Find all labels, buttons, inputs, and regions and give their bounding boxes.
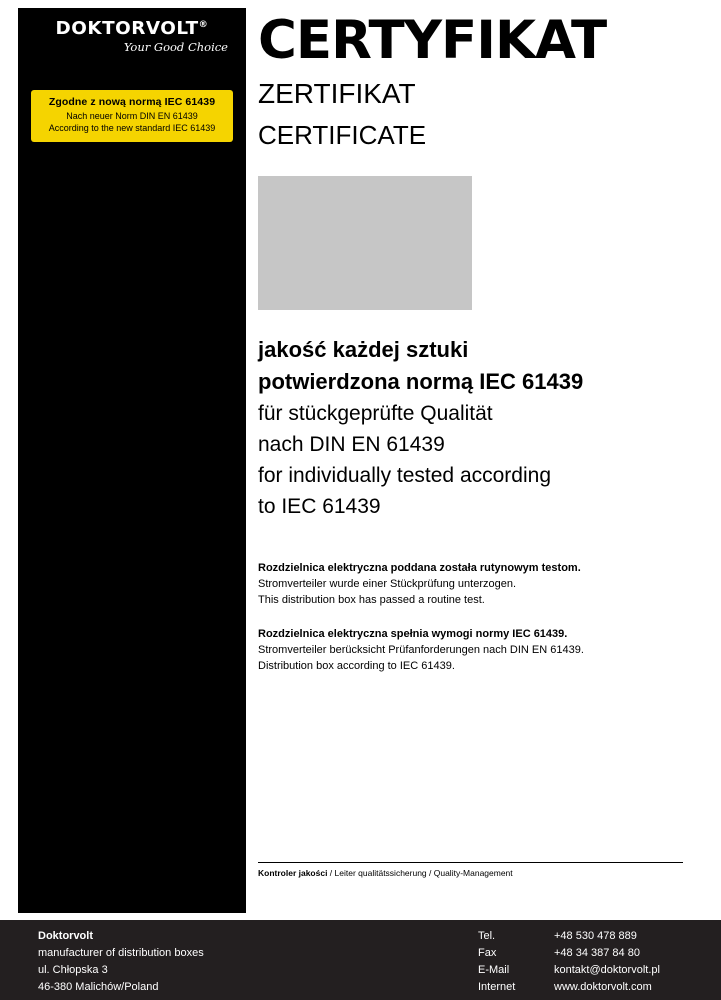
footer-contact-row [478,928,660,945]
footer-street: ul. Chłopska 3 [38,964,108,976]
signature-rule [258,862,683,863]
left-black-panel [18,8,246,913]
footer-contact-value-email[interactable]: kontakt@doktorvolt.pl [554,964,660,976]
note-block [258,626,683,674]
footer-contact-value: +48 34 387 84 80 [554,947,640,959]
footer-contact-value-website[interactable]: www.doktorvolt.com [554,981,652,993]
logo-wordmark [56,18,209,39]
registered-trademark-icon: ® [198,20,209,30]
footer-contacts [478,928,660,996]
footer-address [38,928,204,996]
brand-logo [18,8,246,54]
logo-text: DOKTORVOLT [55,18,199,39]
footer-contact-label: E-Mail [478,964,510,976]
footer-company-name: Doktorvolt [38,930,93,942]
note-block [258,560,683,608]
page-title-german: ZERTIFIKAT [258,78,416,109]
note-english: Distribution box according to IEC 61439. [258,660,455,672]
claim-line-3: für stückgeprüfte Qualität [258,402,493,425]
note-polish: Rozdzielnica elektryczna spełnia wymogi normy IEC 61439. [258,628,568,640]
note-german: Stromverteiler wurde einer Stückprüfung unterzogen. [258,578,517,590]
page-title-english: CERTIFICATE [258,120,427,150]
claim-line-5: for individually tested according [258,464,551,487]
badge-line-english: According to the new standard IEC 61439 [48,123,216,133]
page-title: CERTYFIKAT [258,10,607,71]
claim-line-4: nach DIN EN 61439 [258,433,445,456]
quality-claim [258,334,683,522]
claim-line-6: to IEC 61439 [258,495,381,518]
signature-area [258,862,683,879]
notes-section [258,560,683,674]
note-english: This distribution box has passed a routine test. [258,594,485,606]
note-polish: Rozdzielnica elektryczna poddana została rutynowym testom. [258,562,581,574]
footer-contact-row [478,979,660,996]
footer-contact-row [478,962,660,979]
standard-compliance-badge [31,90,233,142]
footer-contact-label: Fax [478,947,497,959]
logo-tagline: Your Good Choice [123,40,228,54]
footer-contact-value: +48 530 478 889 [554,930,637,942]
signature-caption [258,867,683,879]
footer-contact-label: Tel. [478,930,496,942]
note-german: Stromverteiler berücksicht Prüfanforderungen nach DIN EN 61439. [258,644,584,656]
badge-line-polish: Zgodne z nową normą IEC 61439 [48,96,216,108]
product-image-placeholder [258,176,472,310]
footer-company-description: manufacturer of distribution boxes [38,947,204,959]
footer-contact-row [478,945,660,962]
certificate-content [258,8,683,692]
footer-city: 46-380 Malichów/Poland [38,981,159,993]
page-footer [0,920,721,1000]
signature-role-other: / Leiter qualitätssicherung / Quality-Management [327,868,513,878]
claim-line-1: jakość każdej sztuki [258,337,469,362]
badge-line-german: Nach neuer Norm DIN EN 61439 [66,111,198,121]
claim-line-2: potwierdzona normą IEC 61439 [258,369,584,394]
signature-role-polish: Kontroler jakości [258,868,328,878]
footer-contact-label: Internet [478,981,516,993]
